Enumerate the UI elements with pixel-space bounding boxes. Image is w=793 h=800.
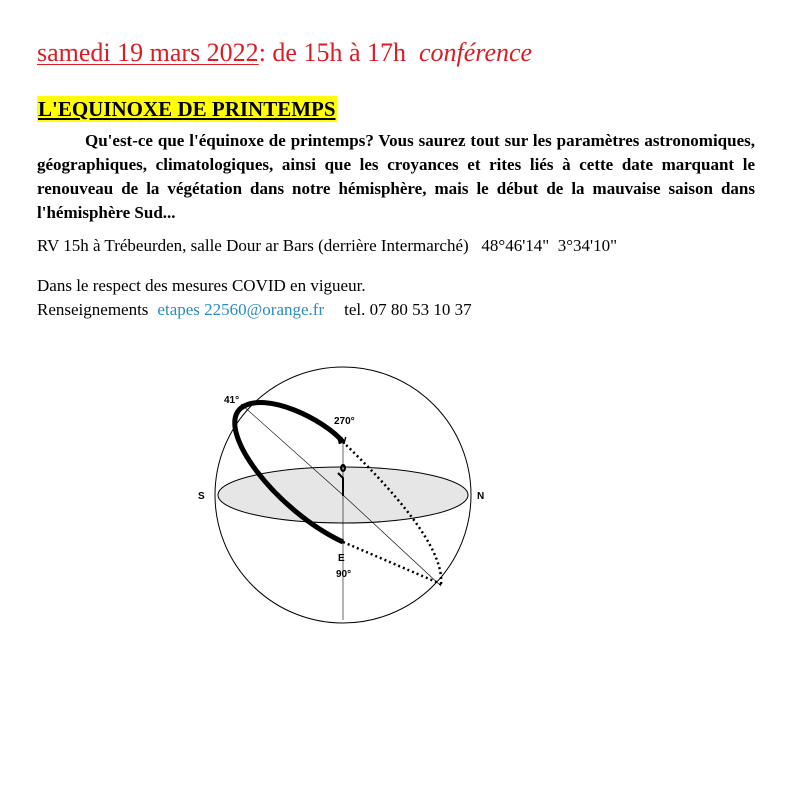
contact-line bbox=[37, 298, 472, 322]
contact-email-link[interactable]: etapes 22560@orange.fr bbox=[157, 300, 325, 319]
event-date: samedi 19 mars 2022 bbox=[37, 38, 259, 67]
event-type: conférence bbox=[419, 38, 533, 67]
event-heading bbox=[37, 38, 532, 68]
label-north: N bbox=[477, 491, 485, 502]
sphere-svg bbox=[195, 360, 505, 630]
gps-coordinates: 48°46'14" 3°34'10" bbox=[481, 236, 618, 255]
covid-notice: Dans le respect des mesures COVID en vigueur. bbox=[37, 276, 366, 295]
celestial-sphere-diagram bbox=[195, 360, 505, 630]
rendezvous-line bbox=[37, 234, 617, 258]
label-west-angle: 270° bbox=[334, 416, 355, 427]
label-east-angle: 90° bbox=[336, 569, 352, 580]
event-time: : de 15h à 17h bbox=[258, 38, 406, 67]
label-east: E bbox=[338, 553, 345, 564]
intro-paragraph: Qu'est-ce que l'équinoxe de printemps? Vous saurez tout sur les paramètres astronomiques, géographiques, climatologiques, ainsi que les croyances et rites liés à cette date marquant le renouveau de la végétation dans notre hémisphère, mais le début de la mauvaise saison dans l'hémisphère Sud... bbox=[37, 131, 755, 222]
contact-label: Renseignements bbox=[37, 300, 149, 319]
rendezvous-text: RV 15h à Trébeurden, salle Dour ar Bars (derrière Intermarché) bbox=[37, 236, 469, 255]
contact-phone: tel. 07 80 53 10 37 bbox=[344, 300, 472, 319]
label-south: S bbox=[198, 491, 205, 502]
label-west: W bbox=[337, 436, 347, 447]
page-title: L'EQUINOXE DE PRINTEMPS bbox=[38, 97, 336, 121]
label-latitude: 41° bbox=[224, 395, 240, 406]
